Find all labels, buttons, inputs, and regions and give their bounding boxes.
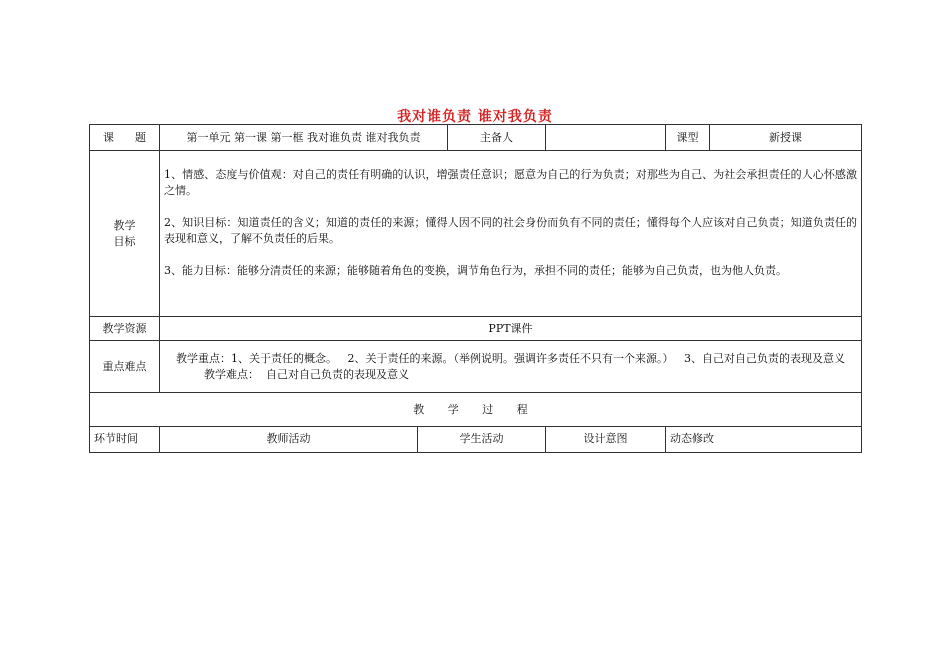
topic-label: 课 题 — [90, 125, 160, 151]
topic-row — [90, 125, 862, 151]
key-focus: 教学重点：1、关于责任的概念。 2、关于责任的来源。（举例说明。强调许多责任不只有一个来源。） 3、自己对自己负责的表现及意义 — [176, 351, 845, 365]
resources-label: 教学资源 — [90, 317, 160, 341]
goal-ability: 3、能力目标：能够分清责任的来源；能够随着角色的变换，调节角色行为，承担不同的责任；能够为自己负责，也为他人负责。 — [164, 264, 787, 277]
process-heading: 教 学 过 程 — [90, 393, 862, 427]
process-row — [90, 393, 862, 427]
resources-value: PPT课件 — [160, 317, 862, 341]
column-design: 设计意图 — [546, 427, 666, 453]
lesson-type-label: 课型 — [666, 125, 710, 151]
column-time: 环节时间 — [90, 427, 160, 453]
goal-emotion: 1、情感、态度与价值观：对自己的责任有明确的认识，增强责任意识；愿意为自己的行为负责；对那些为自己、为社会承担责任的人心怀感激之情。 — [164, 168, 857, 197]
keypoints-row — [90, 341, 862, 393]
keypoints-content — [160, 341, 862, 393]
keypoints-label: 重点难点 — [90, 341, 160, 393]
column-student: 学生活动 — [418, 427, 546, 453]
goals-label-line1: 教学 — [113, 218, 136, 232]
resources-row — [90, 317, 862, 341]
columns-row — [90, 427, 862, 453]
document-title: 我对谁负责 谁对我负责 — [397, 109, 553, 125]
column-teacher: 教师活动 — [160, 427, 418, 453]
lesson-plan-table — [89, 124, 862, 453]
column-revision: 动态修改 — [666, 427, 862, 453]
goals-content — [160, 151, 862, 317]
preparer-label: 主备人 — [448, 125, 546, 151]
topic-value: 第一单元 第一课 第一框 我对谁负责 谁对我负责 — [160, 125, 448, 151]
goals-label-line2: 目标 — [113, 234, 136, 248]
goals-label — [90, 151, 160, 317]
goals-row — [90, 151, 862, 317]
goal-knowledge: 2、知识目标：知道责任的含义；知道的责任的来源；懂得人因不同的社会身份而负有不同的责任；懂得每个人应该对自己负责；知道负责任的表现和意义，了解不负责任的后果。 — [164, 216, 857, 245]
lesson-type-value: 新授课 — [710, 125, 862, 151]
preparer-value — [546, 125, 666, 151]
key-difficulty: 教学难点： 自己对自己负责的表现及意义 — [204, 367, 409, 381]
